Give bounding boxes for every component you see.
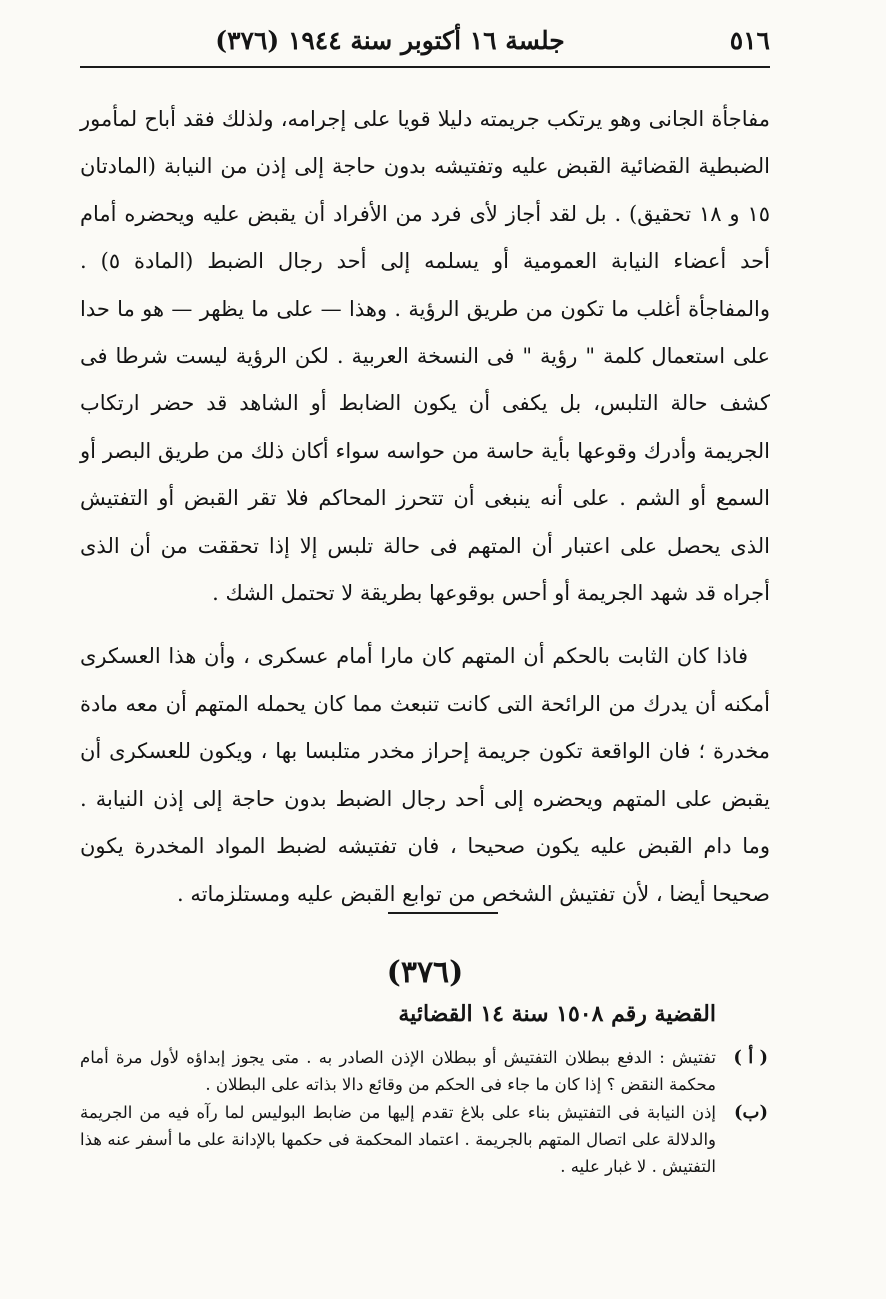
paragraph-2: فاذا كان الثابت بالحكم أن المتهم كان مارا أمام عسكرى ، وأن هذا العسكرى أمكنه أن يدرك من الرائحة التى كانت تنبعث مما كان يحمله المتهم أن معه مادة مخدرة ؛ فان الواقعة تكون جريمة إحراز مخدر متلبسا بها ، ويكون للعسكرى أن يقبض على المتهم ويحضره إلى أحد رجال الضبط بدون حاجة إلى إذن النيابة . وما دام القبض عليه يكون صحيحا ، فان تفتيشه لضبط المواد المخدرة يكون صحيحا أيضا ، لأن تفتيش الشخص من توابع القبض عليه ومستلزماته . xyxy=(80,644,770,906)
case-number: (٣٧٦) xyxy=(386,955,464,990)
summary-item-b xyxy=(80,1099,770,1180)
summary-text: تفتيش : الدفع ببطلان التفتيش أو ببطلان الإذن الصادر به . متى يجوز إبداؤه لأول مرة أمام محكمة النقض ؟ إذا كان ما جاء فى الحكم من وقائع دالا بذاته على البطلان . xyxy=(80,1048,716,1094)
page-number: ٥١٦ xyxy=(729,26,770,55)
header-rule xyxy=(80,66,770,68)
case-title: القضية رقم ١٥٠٨ سنة ١٤ القضائية xyxy=(398,1001,716,1027)
section-separator xyxy=(388,912,498,914)
summary-marker: (ب) xyxy=(734,1102,768,1123)
main-text xyxy=(80,96,770,918)
paragraph-1: مفاجأة الجانى وهو يرتكب جريمته دليلا قويا على إجرامه، ولذلك فقد أباح لمأمور الضبطية القضائية القبض عليه وتفتيشه بدون حاجة إلى إذن من النيابة (المادتان ١٥ و ١٨ تحقيق) . بل لقد أجاز لأى فرد من الأفراد أن يقبض عليه ويحضره أمام أحد أعضاء النيابة العمومية أو يسلمه إلى أحد رجال الضبط (المادة ٥) . والمفاجأة أغلب ما تكون من طريق الرؤية . وهذا — على ما يظهر — هو ما حدا على استعمال كلمة " رؤية " فى النسخة العربية . لكن الرؤية ليست شرطا فى كشف حالة التلبس، بل يكفى أن يكون الضابط أو الشاهد قد حضر ارتكاب الجريمة وأدرك وقوعها بأية حاسة من حواسه سواء أكان ذلك من طريق البصر أو السمع أو الشم . على أنه ينبغى أن تتحرز المحاكم فلا تقر القبض أو التفتيش الذى يحصل على اعتبار أن المتهم فى حالة تلبس إلا إذا تحققت من أن الذى أجراه قد شهد الجريمة أو أحس بوقوعها بطريقة لا تحتمل الشك . xyxy=(80,107,771,606)
summary-marker: ( أ ) xyxy=(733,1047,768,1068)
summary-text: إذن النيابة فى التفتيش بناء على بلاغ تقدم إليها من ضابط البوليس لما رآه فيه من الجريمة والدلالة على اتصال المتهم بالجريمة . اعتماد المحكمة فى حكمها بالإدانة على ما أسفر عنه هذا التفتيش . لا غبار عليه . xyxy=(80,1103,716,1176)
summary-item-a xyxy=(80,1044,770,1098)
running-head: جلسة ١٦ أكتوبر سنة ١٩٤٤ (٣٧٦) xyxy=(215,26,565,55)
page-header xyxy=(80,22,770,62)
case-summary xyxy=(80,1044,770,1181)
